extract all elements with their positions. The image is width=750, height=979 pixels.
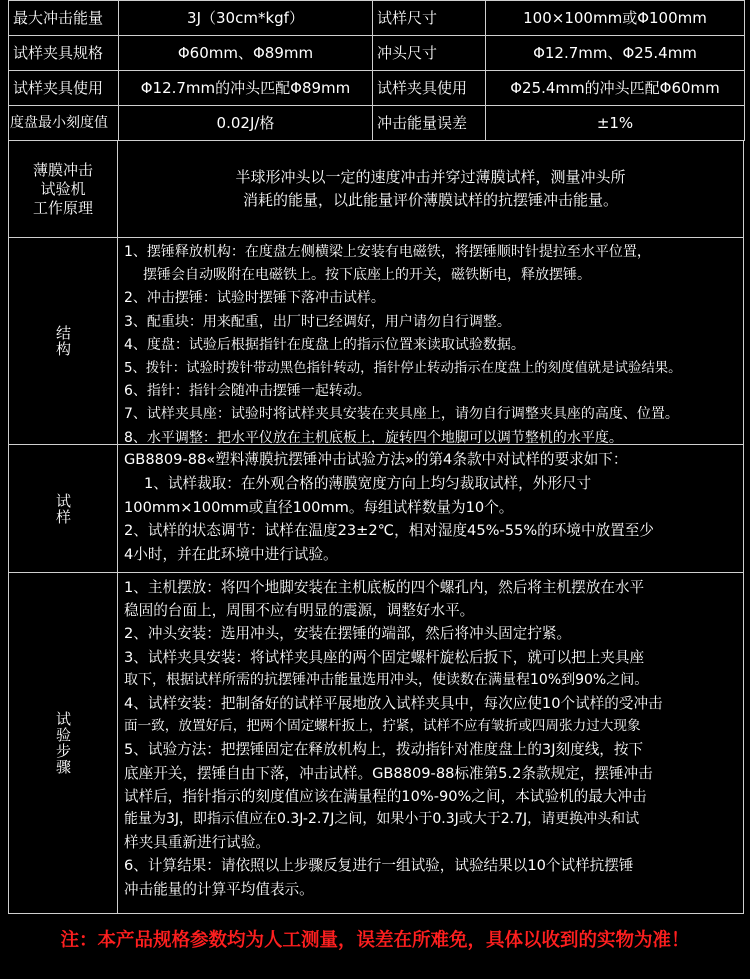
steps-line: 4、试样安装：把制备好的试样平展地放入试样夹具中，每次应使10个试样的受冲击	[124, 695, 663, 713]
structure-text	[118, 238, 743, 444]
spec-row	[9, 1, 745, 36]
spec-key: 冲头尺寸	[373, 36, 486, 71]
spec-key: 试样夹具使用	[373, 71, 486, 106]
steps-label-text: 试验步骤	[54, 711, 72, 775]
sample-line: 2、试样的状态调节：试样在温度23±2℃，相对湿度45%-55%的环境中放置至少	[124, 522, 654, 540]
spec-value: Φ12.7mm、Φ25.4mm	[486, 36, 745, 71]
steps-line: 能量为3J，即指示值应在0.3J-2.7J之间，如果小于0.3J或大于2.7J，请更换冲头和试	[124, 811, 640, 828]
spec-row	[9, 71, 745, 106]
steps-line: 2、冲头安装：选用冲头，安装在摆锤的端部，然后将冲头固定拧紧。	[124, 625, 572, 643]
spec-row	[9, 106, 745, 141]
principle-label: 薄膜冲击 试验机 工作原理	[9, 141, 118, 237]
structure-label	[9, 238, 118, 444]
principle-line: 半球形冲头以一定的速度冲击并穿过薄膜试样，测量冲头所	[235, 167, 626, 186]
steps-line: 6、计算结果：请依照以上步骤反复进行一组试验，试验结果以10个试样抗摆锤	[124, 857, 634, 875]
structure-line: 1、摆锤释放机构：在度盘左侧横梁上安装有电磁铁，将摆锤顺时针提拉至水平位置，	[124, 244, 651, 260]
spec-key: 试样夹具规格	[9, 36, 119, 71]
structure-section	[8, 238, 744, 445]
sample-line: 4小时，并在此环境中进行试验。	[124, 546, 338, 564]
structure-line: 5、拨针：试验时拨针带动黑色指针转动，指针停止转动指示在度盘上的刻度值就是试验结果。	[124, 361, 682, 377]
principle-line: 消耗的能量，以此能量评价薄膜试样的抗摆锤冲击能量。	[242, 190, 618, 209]
spec-value: ±1%	[486, 106, 745, 141]
spec-key: 最大冲击能量	[9, 1, 119, 36]
steps-line: 样夹具重新进行试验。	[124, 834, 270, 852]
sample-section	[8, 445, 744, 573]
steps-line: 试样后，指针指示的刻度值应该在满量程的10%-90%之间，本试验机的最大冲击	[124, 787, 647, 805]
spec-value: Φ60mm、Φ89mm	[119, 36, 373, 71]
steps-line: 取下，根据试样所需的抗摆锤冲击能量选用冲头，使读数在满量程10%到90%之间。	[124, 671, 649, 688]
steps-line: 3、试样夹具安装：将试样夹具座的两个固定螺杆旋松后扳下，就可以把上夹具座	[124, 648, 645, 666]
spec-key: 试样尺寸	[373, 1, 486, 36]
steps-line: 稳固的台面上，周围不应有明显的震源，调整好水平。	[124, 602, 475, 620]
sample-text	[118, 445, 743, 572]
spec-key: 冲击能量误差	[373, 106, 486, 141]
structure-line: 6、指针：指针会随冲击摆锤一起转动。	[124, 383, 371, 400]
steps-line: 底座开关，摆锤自由下落，冲击试样。GB8809-88标准第5.2条款规定，摆锤冲击	[124, 764, 653, 782]
principle-text	[118, 141, 743, 237]
structure-line: 摆锤会自动吸附在电磁铁上。按下底座上的开关，磁铁断电，释放摆锤。	[143, 267, 591, 284]
spec-value: Φ25.4mm的冲头匹配Φ60mm	[486, 71, 745, 106]
sample-line: 100mm×100mm或直径100mm。每组试样数量为10个。	[124, 498, 514, 516]
structure-line: 7、试样夹具座：试验时将试样夹具安装在夹具座上，请勿自行调整夹具座的高度、位置。	[124, 406, 679, 423]
disclaimer-note: 注：本产品规格参数均为人工测量，误差在所难免，具体以收到的实物为准！	[60, 930, 690, 951]
structure-line: 2、冲击摆锤：试验时摆锤下落冲击试样。	[124, 290, 385, 307]
spec-value: Φ12.7mm的冲头匹配Φ89mm	[119, 71, 373, 106]
spec-key: 度盘最小刻度值	[9, 106, 119, 141]
steps-label	[9, 573, 118, 913]
steps-section	[8, 573, 744, 914]
structure-line: 3、配重块：用来配重，出厂时已经调好，用户请勿自行调整。	[124, 313, 511, 330]
steps-line: 1、主机摆放：将四个地脚安装在主机底板的四个螺孔内，然后将主机摆放在水平	[124, 579, 645, 596]
steps-line: 冲击能量的计算平均值表示。	[124, 880, 314, 898]
spec-key: 试样夹具使用	[9, 71, 119, 106]
steps-line: 面一致，放置好后，把两个固定螺杆扳上，拧紧，试样不应有皱折或四周张力过大现象	[124, 718, 641, 735]
structure-line: 8、水平调整：把水平仪放在主机底板上，旋转四个地脚可以调节整机的水平度。	[124, 429, 623, 446]
structure-label-text: 结构	[54, 325, 72, 357]
structure-line: 4、度盘：试验后根据指针在度盘上的指示位置来读取试验数据。	[124, 336, 525, 353]
sample-label	[9, 445, 118, 572]
steps-text	[118, 573, 743, 913]
sample-line: 1、试样裁取：在外观合格的薄膜宽度方向上均匀裁取试样，外形尺寸	[144, 474, 592, 492]
sample-line: GB8809-88«塑料薄膜抗摆锤冲击试验方法»的第4条款中对试样的要求如下：	[124, 451, 628, 468]
spec-sheet	[8, 0, 744, 914]
spec-value: 3J（30cm*kgf）	[119, 1, 373, 36]
spec-row	[9, 36, 745, 71]
spec-table	[8, 0, 745, 141]
sample-label-text: 试样	[54, 492, 72, 525]
principle-section	[8, 141, 744, 238]
spec-value: 0.02J/格	[119, 106, 373, 141]
steps-line: 5、试验方法：把摆锤固定在释放机构上，拨动指针对准度盘上的3J刻度线，按下	[124, 741, 644, 759]
spec-value: 100×100mm或Φ100mm	[486, 1, 745, 36]
